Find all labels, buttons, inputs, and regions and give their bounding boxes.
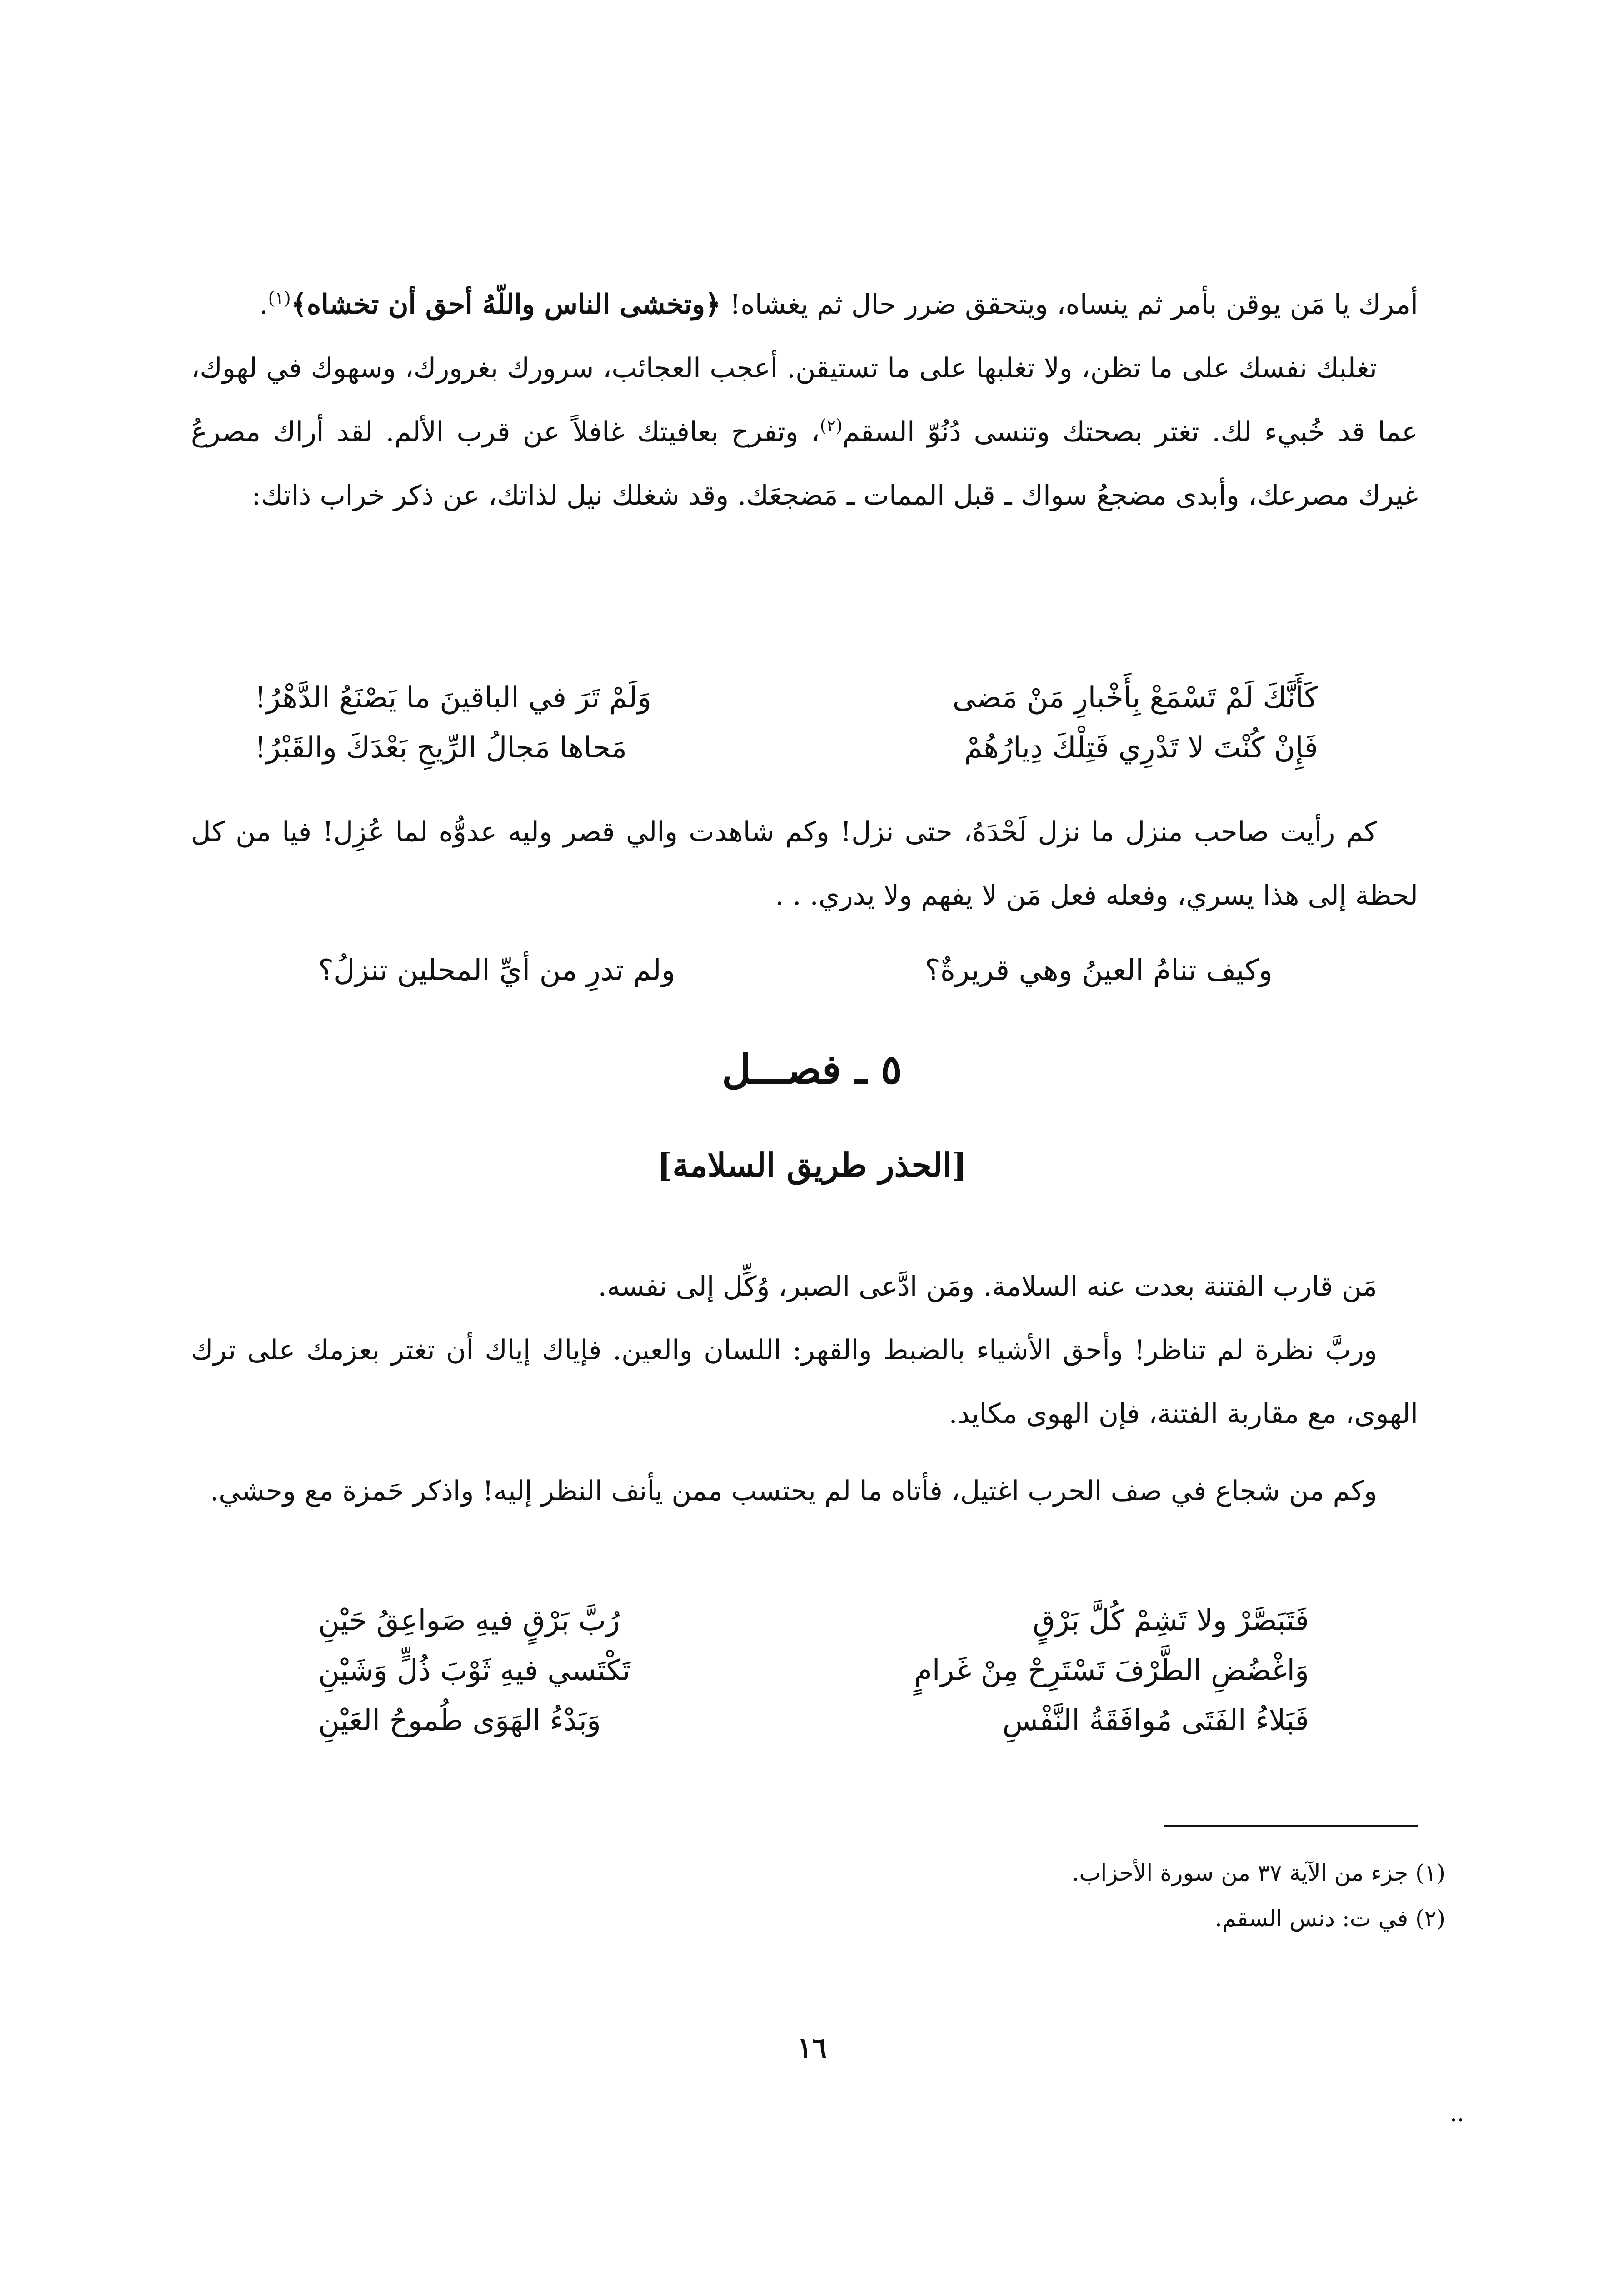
verse-first-hemistich: فَإِنْ كُنْتَ لا تَدْرِي فَتِلْكَ دِيارُهُمْ — [964, 731, 1318, 765]
verse-first-hemistich: فَتَبَصَّرْ ولا تَشِمْ كُلَّ بَرْقٍ — [1032, 1604, 1309, 1637]
verse-line — [255, 673, 1318, 723]
verse-line — [318, 1696, 1309, 1746]
verse-first-hemistich: وَاغْضُضِ الطَّرْفَ تَسْتَرِحْ مِنْ غَرامٍ — [914, 1654, 1309, 1687]
poem-verses — [255, 673, 1318, 773]
verse-line — [255, 723, 1318, 773]
verse-second-hemistich: وَبَدْءُ الهَوَى طُموحُ العَيْنِ — [318, 1704, 601, 1737]
paragraph: مَن قارب الفتنة بعدت عنه السلامة. ومَن ادَّعى الصبر، وُكِّل إلى نفسه. — [598, 1271, 1377, 1302]
section-subheading: [الحذر طريق السلامة] — [657, 1146, 967, 1184]
footnotes — [773, 1850, 1445, 1941]
intro-text — [191, 273, 1418, 527]
verse-second-hemistich: وَلَمْ تَرَ في الباقينَ ما يَصْنَعُ الدَّهْرُ! — [255, 681, 651, 715]
verse-first-hemistich: وكيف تنامُ العينُ وهي قريرةٌ؟ — [924, 954, 1273, 987]
corner-mark: .. — [1450, 2100, 1464, 2127]
verse-line — [318, 1596, 1309, 1646]
verse-second-hemistich: تَكْتَسي فيهِ ثَوْبَ ذُلٍّ وَشَيْنِ — [318, 1654, 631, 1687]
verse-first-hemistich: كَأَنَّكَ لَمْ تَسْمَعْ بِأَخْبارِ مَنْ مَضى — [952, 681, 1318, 715]
poem-verses — [318, 1596, 1309, 1746]
footnote-ref: (١) — [268, 288, 291, 308]
quran-quote: ﴿وتخشى الناس واللّهُ أحق أن تخشاه﴾ — [290, 289, 721, 320]
verse-line — [318, 1646, 1309, 1696]
paragraph — [191, 273, 1418, 336]
paragraph-text: تغلبك نفسك على ما تظن، ولا تغلبها على ما تستيقن. أعجب العجائب، سرورك بغرورك، وسهوك في لهوك، عما قد خُبيء لك. تغتر بصحتك وتنسى دُنُوّ السقم — [191, 352, 1418, 448]
verse-second-hemistich: مَحاها مَجالُ الرِّيحِ بَعْدَكَ والقَبْرُ! — [255, 731, 627, 765]
paragraph-end: ، وتفرح بعافيتك غافلاً عن قرب الألم. لقد أراك مصرعُ غيرك مصرعك، وأبدى مضجعُ سواك ـ قبل الممات ـ مَضجعَك. وقد شغلك نيل لذاتك، عن ذكر خراب ذاتك: — [191, 416, 1418, 511]
footnote-divider — [1164, 1825, 1418, 1827]
verse-second-hemistich: ولم تدرِ من أيِّ المحلين تنزلُ؟ — [318, 954, 675, 987]
paragraph-end: . — [259, 289, 268, 320]
paragraph: كم رأيت صاحب منزل ما نزل لَحْدَهُ، حتى نزل! وكم شاهدت والي قصر وليه عدوُّه لما عُزِل! فيا من كل لحظة إلى هذا يسري، وفعله فعل مَن لا يفهم ولا يدري. . . — [191, 816, 1418, 911]
footnote-item: (١) جزء من الآية ٣٧ من سورة الأحزاب. — [1072, 1860, 1445, 1886]
verse-first-hemistich: فَبَلاءُ الفَتَى مُوافَقَةُ النَّفْسِ — [1002, 1704, 1309, 1737]
paragraph — [191, 336, 1418, 527]
paragraph: وربَّ نظرة لم تناظر! وأحق الأشياء بالضبط والقهر: اللسان والعين. فإياك إياك أن تغتر بعزمك على ترك الهوى، مع مقاربة الفتنة، فإن الهوى مكايد. — [191, 1334, 1418, 1430]
section-text — [191, 1255, 1418, 1523]
section-heading: ٥ ـ فصـــل — [722, 1046, 902, 1093]
verse-line — [318, 946, 1273, 996]
footnote-ref: (٢) — [819, 416, 843, 436]
page-number: ١٦ — [797, 2032, 827, 2064]
footnote-item: (٢) في ت: دنس السقم. — [1214, 1905, 1445, 1932]
verse-second-hemistich: رُبَّ بَرْقٍ فيهِ صَواعِقُ حَيْنِ — [318, 1604, 620, 1637]
paragraph-text: أمرك يا مَن يوقن بأمر ثم ينساه، ويتحقق ضرر حال ثم يغشاه! — [721, 289, 1418, 320]
paragraph: وكم من شجاع في صف الحرب اغتيل، فأتاه ما لم يحتسب ممن يأنف النظر إليه! واذكر حَمزة مع وحشي. — [210, 1475, 1377, 1507]
